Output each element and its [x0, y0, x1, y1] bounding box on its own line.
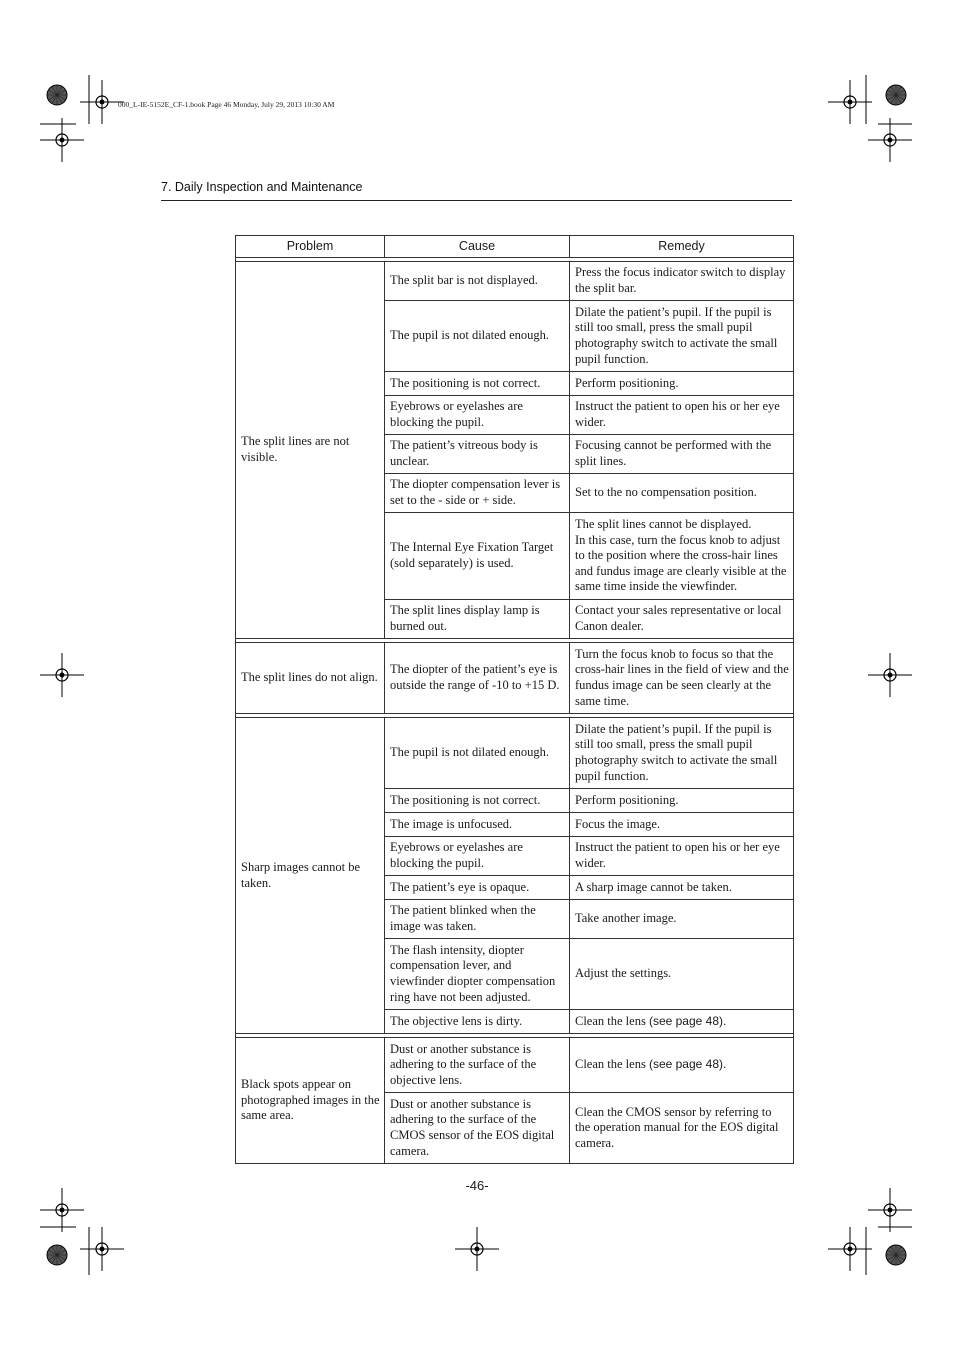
page-reference: (see page 48). [648, 1013, 727, 1028]
problem-cell: Sharp images cannot be taken. [236, 718, 385, 1034]
registration-dot [475, 1247, 480, 1252]
dial-spoke [57, 90, 66, 95]
remedy-cell [570, 1010, 794, 1034]
problem-cell: The split lines are not visible. [236, 262, 385, 639]
problem-cell: The split lines do not align. [236, 643, 385, 714]
cause-cell: The diopter compensation lever is set to the - side or + side. [385, 474, 570, 513]
remedy-text: Clean the lens [575, 1057, 646, 1072]
dial-spoke [887, 1255, 896, 1260]
remedy-cell [570, 372, 794, 396]
remedy-cell [570, 474, 794, 513]
dial-spoke [896, 1255, 905, 1260]
dial-spoke [896, 1255, 901, 1264]
registration-dot [888, 1208, 893, 1213]
remedy-text: Take another image. [575, 911, 677, 926]
remedy-cell [570, 939, 794, 1010]
dial-spoke [896, 86, 901, 95]
registration-dot [60, 1208, 65, 1213]
dial-spoke [57, 1255, 66, 1260]
registration-target-icon [56, 669, 68, 681]
color-dial-icon [886, 85, 906, 105]
table-row [236, 262, 794, 301]
remedy-text: A sharp image cannot be taken. [575, 879, 732, 894]
remedy-cell [570, 513, 794, 600]
color-dial-icon [47, 1245, 67, 1265]
registration-target-icon [56, 1204, 68, 1216]
remedy-cell [570, 1038, 794, 1093]
registration-dot [60, 673, 65, 678]
file-slug: 000_L-IE-5152E_CF-1.book Page 46 Monday, July 29, 2013 10:30 AM [118, 100, 335, 109]
registration-target-icon [884, 669, 896, 681]
dial-spoke [887, 90, 896, 95]
remedy-cell [570, 789, 794, 813]
cause-cell: The diopter of the patient’s eye is outside the range of -10 to +15 D. [385, 643, 570, 714]
remedy-cell [570, 435, 794, 474]
remedy-text: Set to the no compensation position. [575, 485, 757, 500]
dial-spoke [891, 1255, 896, 1264]
registration-dot [848, 1247, 853, 1252]
registration-dot [888, 673, 893, 678]
cause-cell: Dust or another substance is adhering to the surface of the CMOS sensor of the EOS digital camera. [385, 1093, 570, 1164]
remedy-cell [570, 600, 794, 639]
cause-cell: Eyebrows or eyelashes are blocking the pupil. [385, 396, 570, 435]
remedy-text: Focusing cannot be performed with the split lines. [575, 438, 772, 468]
dial-spoke [896, 90, 905, 95]
registration-target-icon [844, 1243, 856, 1255]
cause-cell: The patient blinked when the image was taken. [385, 900, 570, 939]
cause-cell: The patient’s eye is opaque. [385, 876, 570, 900]
cause-cell: The objective lens is dirty. [385, 1010, 570, 1034]
dial-spoke [57, 95, 66, 100]
dial-spoke [896, 95, 901, 104]
dial-spoke [896, 95, 905, 100]
cause-cell: The pupil is not dilated enough. [385, 718, 570, 789]
remedy-text: Dilate the patient’s pupil. If the pupil is still too small, press the small pupil photography switch to activate the small pupil function. [575, 721, 778, 783]
cause-cell: The positioning is not correct. [385, 789, 570, 813]
dial-spoke [57, 1246, 62, 1255]
section-header: 7. Daily Inspection and Maintenance [161, 180, 792, 201]
remedy-text: Press the focus indicator switch to display the split bar. [575, 265, 786, 295]
dial-spoke [896, 1246, 901, 1255]
registration-dot [848, 100, 853, 105]
registration-dot [100, 1247, 105, 1252]
cause-cell: The split bar is not displayed. [385, 262, 570, 301]
dial-spoke [52, 86, 57, 95]
cause-cell: The flash intensity, diopter compensation lever, and viewfinder diopter compensation ring have not been adjusted. [385, 939, 570, 1010]
dial-spoke [57, 86, 62, 95]
remedy-text: Clean the CMOS sensor by referring to the operation manual for the EOS digital camera. [575, 1104, 779, 1150]
registration-target-icon [96, 1243, 108, 1255]
registration-dot [100, 100, 105, 105]
remedy-cell [570, 837, 794, 876]
cause-cell: The positioning is not correct. [385, 372, 570, 396]
remedy-cell [570, 301, 794, 372]
remedy-text: Perform positioning. [575, 792, 679, 807]
registration-target-icon [884, 1204, 896, 1216]
cause-cell: The patient’s vitreous body is unclear. [385, 435, 570, 474]
remedy-text: Instruct the patient to open his or her eye wider. [575, 399, 780, 429]
remedy-cell [570, 643, 794, 714]
remedy-text: Perform positioning. [575, 375, 679, 390]
registration-dot [888, 138, 893, 143]
table-row [236, 643, 794, 714]
column-header-remedy: Remedy [570, 236, 794, 258]
remedy-text: Contact your sales representative or local Canon dealer. [575, 603, 782, 633]
color-dial-icon [886, 1245, 906, 1265]
dial-spoke [891, 86, 896, 95]
troubleshooting-table [235, 235, 794, 1164]
remedy-text: Turn the focus knob to focus so that the cross-hair lines in the field of view and the fundus image can be seen clearly at the same time. [575, 646, 789, 708]
dial-spoke [48, 95, 57, 100]
remedy-text: Clean the lens [575, 1013, 646, 1028]
cause-cell: Dust or another substance is adhering to the surface of the objective lens. [385, 1038, 570, 1093]
registration-target-icon [56, 134, 68, 146]
dial-spoke [57, 95, 62, 104]
dial-spoke [891, 1246, 896, 1255]
registration-dot [60, 138, 65, 143]
dial-spoke [52, 95, 57, 104]
registration-target-icon [884, 134, 896, 146]
dial-spoke [52, 1246, 57, 1255]
page-number: -46- [465, 1178, 489, 1193]
dial-spoke [887, 95, 896, 100]
registration-target-icon [471, 1243, 483, 1255]
remedy-cell [570, 262, 794, 301]
dial-spoke [48, 1255, 57, 1260]
remedy-cell [570, 813, 794, 837]
problem-cell: Black spots appear on photographed images in the same area. [236, 1038, 385, 1164]
remedy-text: Adjust the settings. [575, 966, 672, 981]
dial-spoke [891, 95, 896, 104]
page-reference: (see page 48). [648, 1057, 727, 1072]
dial-spoke [48, 90, 57, 95]
remedy-cell [570, 1093, 794, 1164]
dial-spoke [48, 1250, 57, 1255]
dial-spoke [896, 1250, 905, 1255]
cause-cell: Eyebrows or eyelashes are blocking the pupil. [385, 837, 570, 876]
remedy-text: The split lines cannot be displayed. In this case, turn the focus knob to adjust to the position where the cross-hair lines and fundus image are clearly visible at the same time inside the viewfinder. [575, 517, 787, 594]
dial-spoke [57, 1250, 66, 1255]
remedy-text: Focus the image. [575, 816, 661, 831]
table-row [236, 718, 794, 789]
cause-cell: The pupil is not dilated enough. [385, 301, 570, 372]
remedy-cell [570, 876, 794, 900]
remedy-cell [570, 900, 794, 939]
table-row [236, 1038, 794, 1093]
cause-cell: The image is unfocused. [385, 813, 570, 837]
column-header-problem: Problem [236, 236, 385, 258]
remedy-text: Dilate the patient’s pupil. If the pupil is still too small, press the small pupil photography switch to activate the small pupil function. [575, 304, 778, 366]
cause-cell: The split lines display lamp is burned out. [385, 600, 570, 639]
cause-cell: The Internal Eye Fixation Target (sold separately) is used. [385, 513, 570, 600]
registration-target-icon [844, 96, 856, 108]
dial-spoke [57, 1255, 62, 1264]
remedy-cell [570, 718, 794, 789]
remedy-text: Instruct the patient to open his or her eye wider. [575, 840, 780, 870]
color-dial-icon [47, 85, 67, 105]
dial-spoke [887, 1250, 896, 1255]
remedy-cell [570, 396, 794, 435]
registration-target-icon [96, 96, 108, 108]
dial-spoke [52, 1255, 57, 1264]
column-header-cause: Cause [385, 236, 570, 258]
